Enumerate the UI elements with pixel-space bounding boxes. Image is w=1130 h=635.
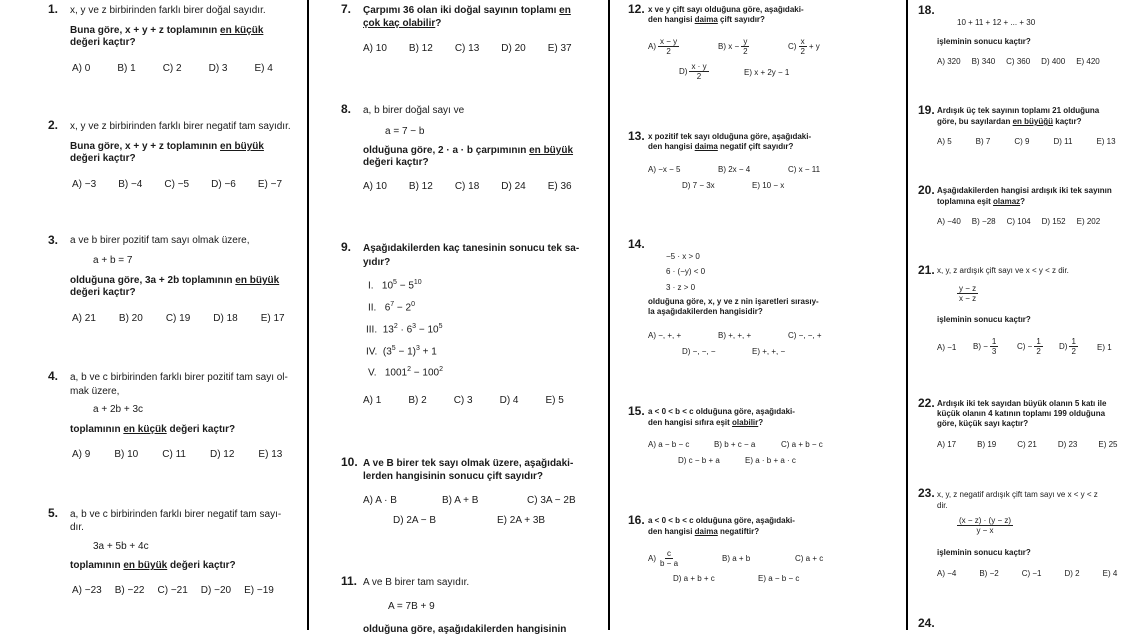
roman-item-2: II. $6^7 - 2^0$ — [368, 301, 416, 314]
question-stem: x, y ve z birbirinden farklı birer doğal sayıdır. — [70, 5, 266, 16]
option-a[interactable]: A) −3 — [72, 179, 97, 190]
question-number: 4. — [48, 369, 59, 383]
column-divider-2 — [608, 0, 610, 630]
question-text-2: değeri kaçtır? — [70, 153, 136, 164]
option-c[interactable]: C) −5 — [164, 179, 190, 190]
condition-2: 6 · (−y) < 0 — [666, 267, 706, 276]
question-expression: 3a + 5b + 4c — [93, 541, 149, 552]
option-a[interactable]: A) a − b − c — [648, 440, 690, 449]
question-text: toplamının en büyük değeri kaçtır? — [70, 560, 236, 571]
answer-options — [937, 440, 1118, 449]
question-number: 7. — [341, 2, 352, 16]
question-number: 16. — [628, 513, 645, 527]
option-a[interactable]: A) 10 — [363, 43, 387, 54]
option-a[interactable]: A) −1 — [937, 343, 957, 352]
option-b[interactable]: B) 10 — [114, 449, 139, 460]
option-b[interactable]: B) a + b — [722, 554, 751, 563]
option-b[interactable]: B) 1 — [117, 63, 136, 74]
answer-options — [363, 395, 564, 406]
question-stem-2: mak üzere, — [70, 386, 120, 397]
option-c[interactable]: C) 360 — [1006, 57, 1031, 66]
question-stem-2: dır. — [70, 522, 84, 533]
question-text-2: yıdır? — [363, 257, 391, 268]
option-b[interactable]: B) 2x − 4 — [718, 165, 751, 174]
question-text: Ardışık iki tek sayıdan büyük olanın 5 katı ile — [937, 399, 1107, 408]
option-d[interactable]: D) −, −, − — [682, 347, 716, 356]
option-d[interactable]: D) 400 — [1041, 57, 1066, 66]
question-text: Çarpımı 36 olan iki doğal sayının toplamı en — [363, 5, 571, 16]
question-number: 22. — [918, 396, 935, 410]
option-a[interactable]: A) 320 — [937, 57, 961, 66]
question-stem-2: dir. — [937, 501, 948, 510]
option-a[interactable]: A) 0 — [72, 63, 91, 74]
option-e[interactable]: E) 13 — [1096, 137, 1116, 146]
answer-options — [937, 57, 1100, 66]
option-e[interactable]: E) 4 — [1102, 569, 1118, 578]
question-text-2: den hangisi daima çift sayıdır? — [648, 15, 765, 24]
question-expression: a = 7 − b — [385, 126, 425, 137]
question-number: 2. — [48, 118, 59, 132]
option-c[interactable]: C) a + c — [795, 554, 824, 563]
question-number: 5. — [48, 506, 59, 520]
option-c[interactable]: C) 13 — [454, 43, 480, 54]
question-number: 3. — [48, 233, 59, 247]
question-text-3: göre, küçük sayı kaçtır? — [937, 419, 1029, 428]
roman-item-3: III. $13^2 \cdot 6^3 - 10^5$ — [366, 323, 443, 336]
question-stem: x, y ve z birbirinden farklı birer negatif tam sayıdır. — [70, 121, 291, 132]
option-b[interactable]: B) −2 — [979, 569, 999, 578]
question-text-2: den hangisi daima negatiftir? — [648, 527, 760, 536]
question-number: 18. — [918, 3, 935, 17]
question-text: x ve y çift sayı olduğuna göre, aşağıdaki- — [648, 5, 804, 14]
option-b[interactable]: B) −28 — [971, 217, 996, 226]
answer-options — [937, 217, 1100, 226]
option-c[interactable]: C) −1 — [1021, 569, 1042, 578]
option-d[interactable]: D) 2 — [1064, 569, 1080, 578]
option-a[interactable]: A) 5 — [937, 137, 952, 146]
option-c[interactable]: C) a + b − c — [781, 440, 823, 449]
question-text: a < 0 < b < c olduğuna göre, aşağıdaki- — [648, 407, 795, 416]
option-b[interactable]: B) 2 — [408, 395, 427, 406]
answer-options — [72, 179, 282, 190]
option-d[interactable]: D) 23 — [1057, 440, 1078, 449]
question-stem: a ve b birer pozitif tam sayı olmak üzere, — [70, 235, 250, 246]
question-expression: $\frac{(x - z) \cdot (y - z)}{y - x}$ — [959, 516, 1011, 536]
question-number: 8. — [341, 102, 352, 116]
condition-3: 3 · z > 0 — [666, 283, 696, 292]
question-stem: A ve B birer tam sayıdır. — [363, 577, 470, 588]
question-text-2: den hangisi sıfıra eşit olabilir? — [648, 418, 764, 427]
question-text: olduğuna göre, 2 · a · b çarpımının en büyük — [363, 145, 574, 156]
option-d[interactable]: D) 11 — [1053, 137, 1073, 146]
option-e[interactable]: E) x + 2y − 1 — [744, 68, 790, 77]
answer-options — [937, 137, 1116, 146]
column-divider-3 — [906, 0, 908, 630]
question-stem: a, b ve c birbirinden farklı birer negatif tam sayı- — [70, 509, 282, 520]
option-b[interactable]: B) − $\frac{1}{3}$ — [973, 337, 997, 357]
option-e[interactable]: E) +, +, − — [752, 347, 786, 356]
option-e[interactable]: E) 25 — [1098, 440, 1118, 449]
question-text: Aşağıdakilerden hangisi ardışık iki tek sayının — [937, 186, 1112, 195]
question-number: 11. — [341, 574, 358, 588]
question-stem: a, b ve c birbirinden farklı birer pozitif tam sayı ol- — [70, 372, 288, 383]
question-number: 9. — [341, 240, 352, 254]
option-c[interactable]: C) x − 11 — [788, 165, 821, 174]
option-b[interactable]: B) +, +, + — [718, 331, 752, 340]
column-divider-1 — [307, 0, 309, 630]
question-stem: a, b birer doğal sayı ve — [363, 105, 465, 116]
option-c[interactable]: C) −21 — [157, 585, 188, 596]
option-d[interactable]: D) 24 — [501, 181, 526, 192]
option-e[interactable]: E) 1 — [1097, 343, 1112, 352]
option-b[interactable]: B) −22 — [114, 585, 145, 596]
option-c[interactable]: C) −, −, + — [788, 331, 822, 340]
option-e[interactable]: E) 5 — [545, 395, 564, 406]
option-b[interactable]: B) 7 — [975, 137, 991, 146]
question-text: x pozitif tek sayı olduğuna göre, aşağıdaki- — [648, 132, 812, 141]
question-text-2: çok kaç olabilir? — [363, 18, 442, 29]
option-c[interactable]: C) $\frac{x}{2}$ + y — [788, 37, 820, 57]
option-a[interactable]: A) −40 — [937, 217, 961, 226]
option-a[interactable]: A) −23 — [72, 585, 102, 596]
option-e[interactable]: E) a · b + a · c — [745, 456, 796, 465]
option-a[interactable]: A) −x − 5 — [648, 165, 681, 174]
question-stem: x, y, z negatif ardışık çift tam sayı ve x < y < z — [937, 490, 1098, 499]
question-stem: x, y, z ardışık çift sayı ve x < y < z dir. — [937, 266, 1069, 275]
option-a[interactable]: A) $\frac{c}{b - a}$ — [648, 549, 679, 569]
option-e[interactable]: E) 4 — [254, 63, 273, 74]
question-number: 13. — [628, 129, 645, 143]
question-number: 1. — [48, 2, 59, 16]
answer-options — [937, 569, 1117, 578]
question-number: 10. — [341, 455, 358, 469]
option-d[interactable]: D) 152 — [1041, 217, 1066, 226]
option-b[interactable]: B) A + B — [442, 495, 479, 506]
option-d[interactable]: D) 2A − B — [393, 515, 437, 526]
question-expression: 10 + 11 + 12 + ... + 30 — [957, 18, 1036, 27]
option-e[interactable]: E) 10 − x — [752, 181, 785, 190]
option-c[interactable]: C) 104 — [1006, 217, 1031, 226]
option-b[interactable]: B) x − $\frac{y}{2}$ — [718, 37, 748, 57]
option-a[interactable]: A) 17 — [937, 440, 957, 449]
option-d[interactable]: D) 3 — [208, 63, 228, 74]
option-d[interactable]: D) $\frac{1}{2}$ — [1059, 337, 1076, 357]
question-text: Ardışık üç tek sayının toplamı 21 olduğuna — [937, 106, 1100, 115]
option-e[interactable]: E) 36 — [547, 181, 572, 192]
question-text-2: değeri kaçtır? — [363, 157, 429, 168]
answer-options — [72, 63, 273, 74]
answer-options — [72, 313, 285, 324]
question-text: Buna göre, x + y + z toplamının en küçük — [70, 25, 264, 36]
option-a[interactable]: A) A · B — [363, 495, 397, 506]
question-number: 19. — [918, 103, 935, 117]
option-d[interactable]: D) $\frac{x \cdot y}{2}$ — [679, 62, 707, 82]
answer-options — [72, 585, 274, 596]
question-text: toplamının en küçük değeri kaçtır? — [70, 424, 236, 435]
answer-options — [363, 43, 572, 54]
option-d[interactable]: D) 7 − 3x — [682, 181, 715, 190]
option-b[interactable]: B) 12 — [408, 43, 433, 54]
question-number: 21. — [918, 263, 935, 277]
option-e[interactable]: E) 202 — [1076, 217, 1101, 226]
option-b[interactable]: B) −4 — [118, 179, 143, 190]
question-text-2: lerden hangisinin sonucu çift sayıdır? — [363, 471, 544, 482]
question-text-2: den hangisi daima negatif çift sayıdır? — [648, 142, 794, 151]
option-b[interactable]: B) b + c − a — [714, 440, 756, 449]
question-number: 24. — [918, 616, 935, 630]
answer-options — [363, 181, 572, 192]
option-d[interactable]: D) 12 — [209, 449, 235, 460]
question-expression: a + b = 7 — [93, 255, 133, 266]
option-d[interactable]: D) 18 — [213, 313, 238, 324]
option-d[interactable]: D) 4 — [499, 395, 519, 406]
question-text: a < 0 < b < c olduğuna göre, aşağıdaki- — [648, 516, 795, 525]
answer-options — [72, 449, 282, 460]
question-text: A ve B birer tek sayı olmak üzere, aşağıdaki- — [363, 458, 574, 469]
option-a[interactable]: A) 10 — [363, 181, 387, 192]
question-text: işleminin sonucu kaçtır? — [937, 548, 1031, 557]
option-d[interactable]: D) a + b + c — [673, 574, 715, 583]
question-text-2: değeri kaçtır? — [70, 287, 136, 298]
question-text-2: göre, bu sayılardan en büyüğü kaçtır? — [937, 117, 1082, 126]
option-c[interactable]: C) 3A − 2B — [527, 495, 576, 506]
option-c[interactable]: C) 11 — [162, 449, 186, 460]
condition-1: −5 · x > 0 — [666, 252, 700, 261]
option-c[interactable]: C) 18 — [454, 181, 480, 192]
option-d[interactable]: D) −20 — [200, 585, 232, 596]
question-number: 20. — [918, 183, 935, 197]
option-e[interactable]: E) −19 — [244, 585, 274, 596]
question-text-2: küçük olanın 4 katının toplamı 199 olduğuna — [937, 409, 1106, 418]
option-a[interactable]: A) $\frac{x - y}{2}$ — [648, 37, 678, 57]
option-d[interactable]: D) 20 — [501, 43, 526, 54]
question-expression: a + 2b + 3c — [93, 404, 144, 415]
option-d[interactable]: D) c − b + a — [678, 456, 720, 465]
option-e[interactable]: E) −7 — [257, 179, 283, 190]
question-number: 15. — [628, 404, 645, 418]
option-c[interactable]: C) 19 — [165, 313, 191, 324]
option-a[interactable]: A) −, +, + — [648, 331, 682, 340]
roman-item-1: I. $10^5 - 5^{10}$ — [368, 279, 422, 292]
question-number: 23. — [918, 486, 935, 500]
option-c[interactable]: C) 21 — [1017, 440, 1037, 449]
option-c[interactable]: C) 2 — [162, 63, 182, 74]
option-e[interactable]: E) 420 — [1076, 57, 1100, 66]
option-a[interactable]: A) 1 — [363, 395, 382, 406]
question-text: olduğuna göre, x, y ve z nin işaretleri sırasıy- — [648, 297, 819, 306]
option-e[interactable]: E) 2A + 3B — [497, 515, 546, 526]
option-a[interactable]: A) 21 — [72, 313, 96, 324]
option-b[interactable]: B) 19 — [977, 440, 997, 449]
question-text: işleminin sonucu kaçtır? — [937, 37, 1031, 46]
roman-item-4: IV. $(3^5 - 1)^3 + 1$ — [366, 345, 437, 358]
option-b[interactable]: B) 12 — [408, 181, 433, 192]
option-e[interactable]: E) a − b − c — [758, 574, 800, 583]
question-number: 12. — [628, 2, 645, 16]
option-c[interactable]: C) − $\frac{1}{2}$ — [1017, 337, 1041, 357]
question-text-2: değeri kaçtır? — [70, 37, 136, 48]
option-d[interactable]: D) −6 — [211, 179, 236, 190]
question-text: olduğuna göre, 3a + 2b toplamının en büyük — [70, 275, 280, 286]
option-e[interactable]: E) 37 — [547, 43, 572, 54]
question-expression: A = 7B + 9 — [388, 601, 435, 612]
option-e[interactable]: E) 17 — [260, 313, 285, 324]
option-a[interactable]: A) 9 — [72, 449, 91, 460]
question-text: Buna göre, x + y + z toplamının en büyük — [70, 141, 264, 152]
question-text-2: la aşağıdakilerden hangisidir? — [648, 307, 763, 316]
option-c[interactable]: C) 3 — [453, 395, 473, 406]
question-number: 14. — [628, 237, 645, 251]
question-text: Aşağıdakilerden kaç tanesinin sonucu tek sa- — [363, 243, 580, 254]
option-c[interactable]: C) 9 — [1014, 137, 1030, 146]
option-b[interactable]: B) 340 — [971, 57, 996, 66]
question-text-2: toplamına eşit olamaz? — [937, 197, 1026, 206]
question-text-cut: olduğuna göre, aşağıdakilerden hangisinin — [363, 624, 567, 635]
question-expression: $\frac{y - z}{x - z}$ — [959, 284, 977, 304]
option-b[interactable]: B) 20 — [118, 313, 143, 324]
roman-item-5: V. $1001^2 - 100^2$ — [368, 366, 444, 379]
question-text: işleminin sonucu kaçtır? — [937, 315, 1031, 324]
option-a[interactable]: A) −4 — [937, 569, 957, 578]
option-e[interactable]: E) 13 — [258, 449, 283, 460]
